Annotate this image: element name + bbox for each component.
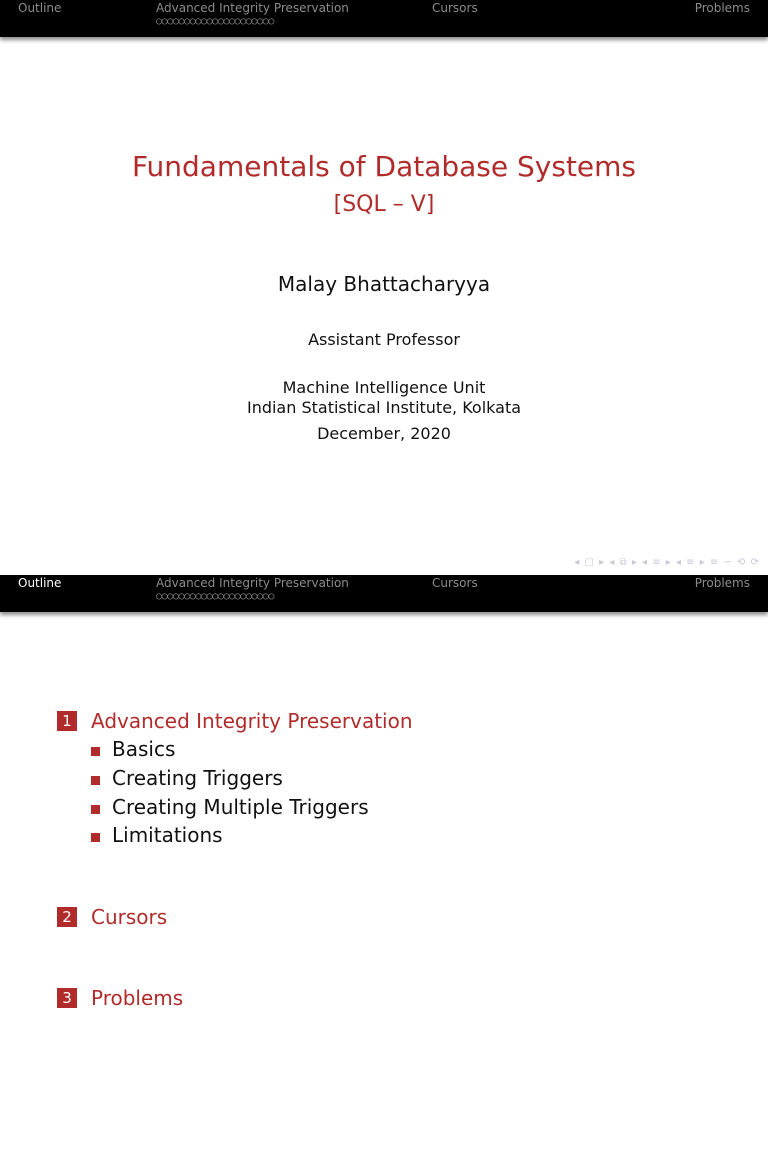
nav-section-outline[interactable]: Outline: [18, 1, 62, 15]
nav-frame-dots[interactable]: ○○○○○○○○○○○○○○○○○○○○○: [156, 591, 275, 602]
navigation-header: [0, 575, 768, 612]
section-title: Cursors: [91, 905, 168, 929]
author-unit: Machine Intelligence Unit: [282, 378, 486, 397]
nav-frame-dots[interactable]: ○○○○○○○○○○○○○○○○○○○○○: [156, 16, 275, 27]
toc-section-2[interactable]: [57, 905, 167, 929]
toc-subsection[interactable]: [91, 795, 369, 819]
section-title: Problems: [91, 986, 184, 1010]
toc-subsection[interactable]: [91, 737, 175, 761]
square-bullet-icon: [91, 747, 100, 756]
author-institute: Indian Statistical Institute, Kolkata: [246, 398, 522, 417]
nav-section-advanced-integrity[interactable]: Advanced Integrity Preservation: [156, 576, 349, 590]
section-number-badge: 2: [57, 907, 77, 927]
beamer-navigation-symbols[interactable]: ◂ ▢ ▸ ◂ ⧉ ▸ ◂ ≡ ▸ ◂ ≡ ▸ ≡ ∽ ⟲ ⟳: [574, 557, 760, 568]
square-bullet-icon: [91, 833, 100, 842]
navigation-header: [0, 0, 768, 37]
outline-slide: [0, 575, 768, 1151]
toc-section-1[interactable]: [57, 709, 413, 733]
toc-section-3[interactable]: [57, 986, 183, 1010]
toc-subsection[interactable]: [91, 766, 283, 790]
subsection-title: Creating Triggers: [112, 766, 283, 790]
nav-section-outline[interactable]: Outline: [18, 576, 62, 590]
section-title: Advanced Integrity Preservation: [91, 709, 413, 733]
nav-section-advanced-integrity[interactable]: Advanced Integrity Preservation: [156, 1, 349, 15]
section-number-badge: 1: [57, 711, 77, 731]
author-position: Assistant Professor: [308, 330, 460, 349]
presentation-date: December, 2020: [317, 424, 451, 443]
subsection-title: Basics: [112, 737, 176, 761]
nav-section-problems[interactable]: Problems: [694, 576, 750, 590]
subsection-title: Creating Multiple Triggers: [112, 795, 369, 819]
presentation-subtitle: [SQL – V]: [333, 192, 435, 217]
subsection-title: Limitations: [112, 823, 223, 847]
nav-section-cursors[interactable]: Cursors: [432, 1, 478, 15]
nav-section-cursors[interactable]: Cursors: [432, 576, 478, 590]
author-name: Malay Bhattacharyya: [277, 272, 491, 296]
presentation-title: Fundamentals of Database Systems: [131, 150, 637, 183]
toc-subsection[interactable]: [91, 823, 223, 847]
section-number-badge: 3: [57, 988, 77, 1008]
square-bullet-icon: [91, 805, 100, 814]
nav-section-problems[interactable]: Problems: [694, 1, 750, 15]
square-bullet-icon: [91, 776, 100, 785]
